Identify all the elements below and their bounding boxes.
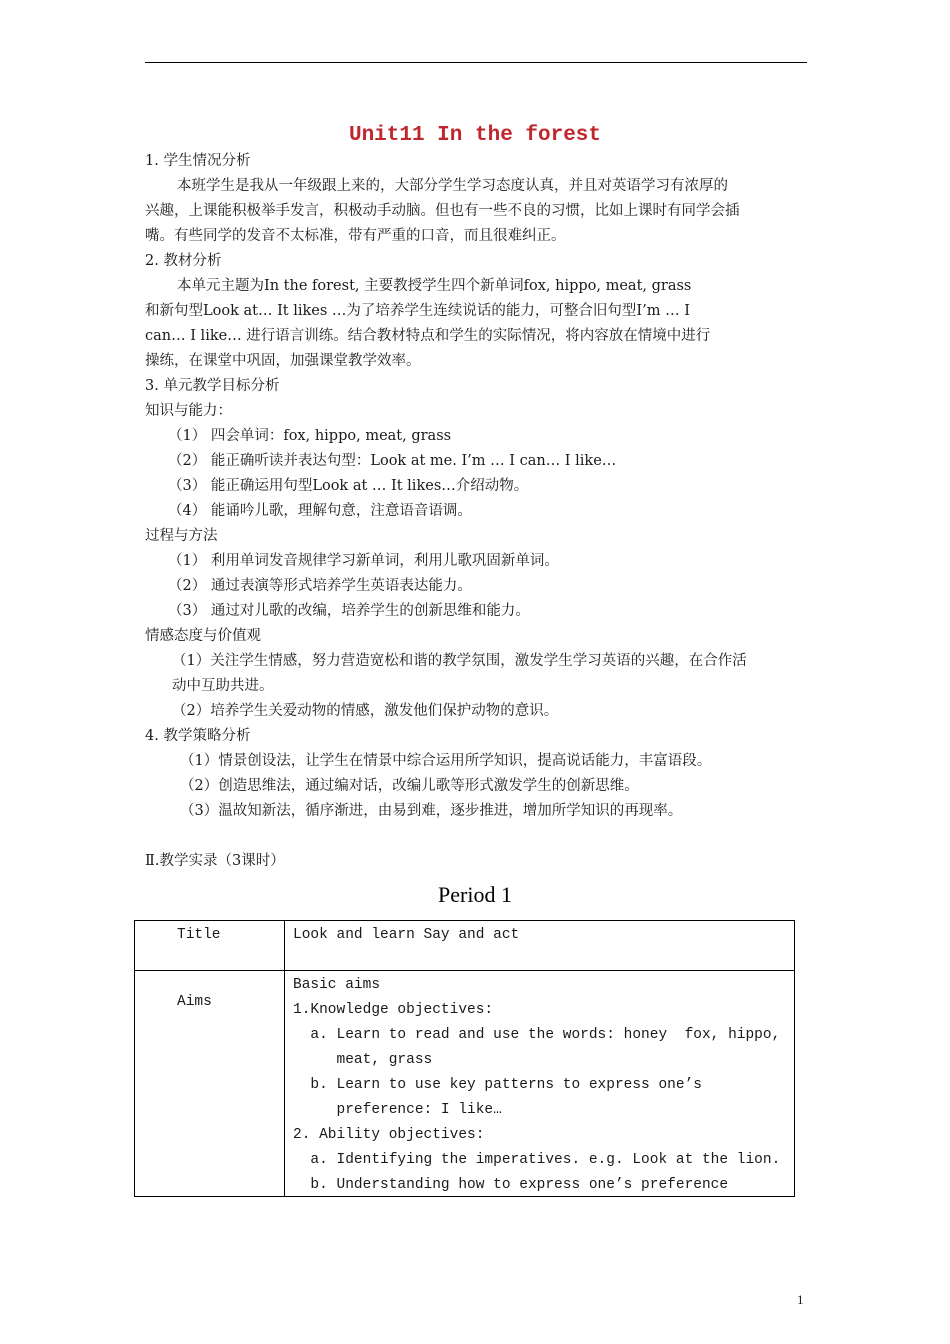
section-2-paragraph-line: 本单元主题为In the forest, 主要教授学生四个新单词fox, hippo, meat, grass bbox=[177, 278, 692, 294]
aims-label: Aims bbox=[177, 994, 212, 1010]
section-2-paragraph-line: can… I like… 进行语言训练。结合教材特点和学生的实际情况，将内容放在情境中进行 bbox=[145, 328, 711, 344]
aims-line: b. Understanding how to express one’s preference bbox=[293, 1177, 729, 1193]
document-title: Unit11 In the forest bbox=[348, 124, 602, 147]
section-1-paragraph-line: 嘴。有些同学的发音不太标准，带有严重的口音，而且很难纠正。 bbox=[145, 228, 566, 244]
knowledge-item: （3） 能正确运用句型Look at … It likes…介绍动物。 bbox=[168, 478, 529, 494]
subheading-knowledge: 知识与能力： bbox=[145, 403, 232, 419]
period-heading: Period 1 bbox=[438, 882, 512, 907]
knowledge-item: （1） 四会单词：fox, hippo, meat, grass bbox=[168, 428, 452, 444]
knowledge-item: （4） 能诵吟儿歌，理解句意，注意语音语调。 bbox=[168, 503, 472, 519]
header-rule bbox=[145, 62, 807, 63]
section-3-heading: 3. 单元教学目标分析 bbox=[145, 378, 280, 394]
section-4-heading: 4. 教学策略分析 bbox=[145, 728, 251, 744]
aims-line: b. Learn to use key patterns to express one’s bbox=[293, 1077, 702, 1093]
process-item: （2） 通过表演等形式培养学生英语表达能力。 bbox=[168, 578, 472, 594]
section-2-paragraph-line: 和新句型Look at… It likes …为了培养学生连续说话的能力，可整合旧句型I’m … I bbox=[145, 303, 690, 319]
section-1-heading: 1. 学生情况分析 bbox=[145, 153, 251, 169]
table-row bbox=[135, 921, 795, 971]
strategy-item: （2）创造思维法，通过编对话，改编儿歌等形式激发学生的创新思维。 bbox=[180, 778, 639, 794]
section-1-paragraph-line: 兴趣，上课能积极举手发言，积极动手动脑。但也有一些不良的习惯，比如上课时有同学会插 bbox=[145, 203, 740, 219]
aims-line: 2. Ability objectives: bbox=[293, 1127, 485, 1143]
section-2-paragraph-line: 操练，在课堂中巩固，加强课堂教学效率。 bbox=[145, 353, 421, 369]
title-value-cell bbox=[285, 921, 795, 971]
lesson-plan-table bbox=[134, 920, 795, 1197]
title-label: Title bbox=[177, 927, 221, 943]
aims-line: a. Learn to read and use the words: honey fox, hippo, bbox=[293, 1027, 781, 1043]
table-row bbox=[135, 971, 795, 1197]
attitude-item-continued: 动中互助共进。 bbox=[172, 678, 274, 694]
subheading-process: 过程与方法 bbox=[145, 528, 218, 544]
attitude-item: （1）关注学生情感，努力营造宽松和谐的教学氛围，激发学生学习英语的兴趣，在合作活 bbox=[172, 653, 747, 669]
aims-line: meat, grass bbox=[293, 1052, 433, 1068]
aims-content-cell bbox=[285, 971, 795, 1197]
strategy-item: （1）情景创设法，让学生在情景中综合运用所学知识，提高说话能力，丰富语段。 bbox=[180, 753, 712, 769]
title-value: Look and learn Say and act bbox=[293, 927, 520, 943]
process-item: （1） 利用单词发音规律学习新单词，利用儿歌巩固新单词。 bbox=[168, 553, 559, 569]
aims-line: Basic aims bbox=[293, 977, 381, 993]
aims-label-cell bbox=[135, 971, 285, 1197]
aims-line: a. Identifying the imperatives. e.g. Look at the lion. bbox=[293, 1152, 781, 1168]
knowledge-item: （2） 能正确听读并表达句型：Look at me. I’m … I can… I like… bbox=[168, 453, 617, 469]
process-item: （3） 通过对儿歌的改编，培养学生的创新思维和能力。 bbox=[168, 603, 530, 619]
section-2-heading: 2. 教材分析 bbox=[145, 253, 222, 269]
section-1-paragraph-line: 本班学生是我从一年级跟上来的，大部分学生学习态度认真，并且对英语学习有浓厚的 bbox=[177, 178, 728, 194]
aims-line: 1.Knowledge objectives: bbox=[293, 1002, 494, 1018]
aims-line: preference: I like… bbox=[293, 1102, 502, 1118]
part-2-heading: Ⅱ.教学实录（3课时） bbox=[145, 853, 285, 869]
strategy-item: （3）温故知新法，循序渐进，由易到难，逐步推进，增加所学知识的再现率。 bbox=[180, 803, 683, 819]
attitude-item: （2）培养学生关爱动物的情感，激发他们保护动物的意识。 bbox=[172, 703, 559, 719]
page-number: 1 bbox=[797, 1292, 804, 1307]
title-label-cell bbox=[135, 921, 285, 971]
subheading-attitude: 情感态度与价值观 bbox=[145, 628, 261, 644]
